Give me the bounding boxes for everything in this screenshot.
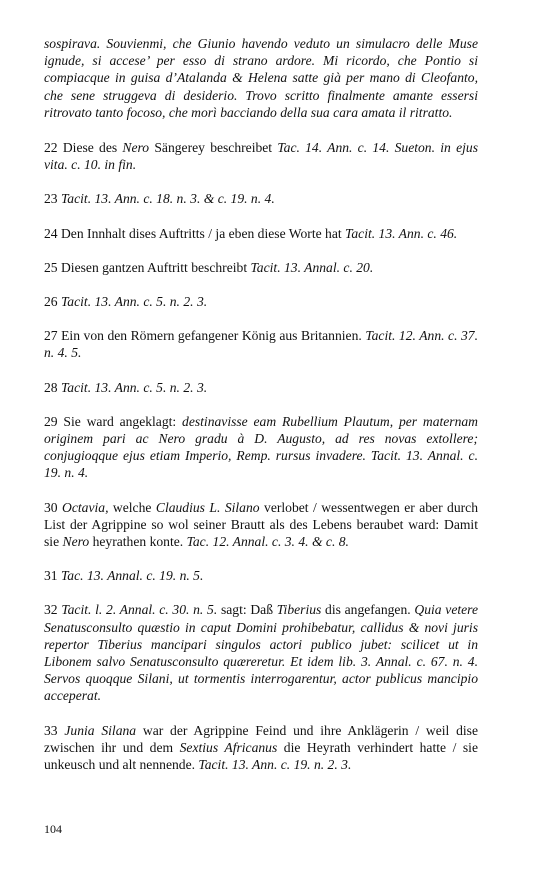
footnote (44, 190, 478, 207)
footnote (44, 499, 478, 551)
text: 26 (44, 294, 61, 310)
italic-text: Tac. 14. Ann. c. 14. Sueton. in ejus vita. c. 10. in fin. (44, 140, 478, 173)
text: 25 Diesen gantzen Auftritt beschreibt (44, 259, 251, 275)
italic-text: Tacit. 13. Ann. c. 5. n. 2. 3. (61, 379, 208, 395)
italic-text: Nero (62, 534, 90, 550)
italic-text: Claudius L. Silano (155, 499, 260, 515)
text: 33 (44, 722, 65, 738)
italic-text: Quia vetere Senatusconsulto quæstio in caput Domini prohibebatur, callidus & novi juris repertor Tiberius mancipari singulos actori publico jubet: scilicet ut in Libonem salvo Senatusconsulto quæreretur. Et idem lib. 3. Annal. c. 67. n. 4. Servos quoqque Silani, ut tormentis interrogarentur, actor publicus mancipio acceperat. (44, 602, 478, 704)
italic-text: Tacit. 13. Ann. c. 5. n. 2. 3. (61, 294, 208, 310)
footnote (44, 601, 478, 704)
italic-text: Sextius Africanus (179, 739, 278, 755)
footnote (44, 139, 478, 173)
text: 24 Den Innhalt dises Auftritts / ja eben diese Worte hat (44, 225, 346, 241)
footnote (44, 327, 478, 361)
text: die Heyrath verhindert hatte / sie unkeusch und alt nennende. (44, 739, 478, 773)
footnote (44, 379, 478, 396)
text: 29 Sie ward angeklagt: (44, 413, 183, 429)
text: Sängerey beschreibet (149, 140, 278, 156)
note-continuation (44, 35, 478, 121)
text: 22 Diese des (44, 140, 123, 156)
text: welche (108, 499, 156, 515)
text: 30 (44, 499, 63, 515)
text: dis angefangen. (321, 602, 415, 618)
italic-text: Tac. 13. Annal. c. 19. n. 5. (61, 568, 204, 584)
footnote (44, 413, 478, 482)
text: 27 Ein von den Römern gefangener König aus Britannien. (44, 328, 366, 344)
footnote (44, 225, 478, 242)
footnote (44, 722, 478, 774)
italic-text: Tacit. 13. Ann. c. 46. (345, 225, 458, 241)
footnote (44, 259, 478, 276)
text: 23 (44, 191, 61, 207)
text: 28 (44, 379, 61, 395)
text: sagt: Daß (217, 602, 277, 618)
italic-text: sospirava. Souvienmi, che Giunio havendo veduto un simulacro delle Muse ignude, si accese’ per esso di strano ardore. Mi ricordo, che Pontio si compiacque in guisa d’Atalanda & Helena satte già per mano di Cleofanto, che sene struggeva di desiderio. Trovo scritto finalmente amante essersi ritrovato tanto focoso, che morì bacciando della sua cara amata il ritratto. (44, 36, 478, 120)
italic-text: Tacit. 13. Annal. c. 20. (250, 259, 374, 275)
italic-text: Tac. 12. Annal. c. 3. 4. & c. 8. (186, 534, 349, 550)
italic-text: Nero (122, 140, 150, 156)
italic-text: Octavia, (62, 499, 109, 515)
italic-text: Tacit. 13. Ann. c. 18. n. 3. & c. 19. n. 4. (61, 191, 275, 207)
italic-text: Junia Silana (64, 722, 137, 738)
footnote (44, 293, 478, 310)
text: verlobet / wessentwegen er aber durch List der Agrippine so wol seiner Brautt als des Lebens beraubet ward: Damit sie (44, 499, 478, 550)
italic-text: Tiberius (276, 602, 322, 618)
italic-text: Tacit. 12. Ann. c. 37. n. 4. 5. (44, 328, 478, 361)
italic-text: destinavisse eam Rubellium Plautum, per maternam originem pari ac Nero gradu à D. Augusto, ad res novas extollere; conjugioqque ejus etiam Imperio, Remp. rursus invadere. Tacit. 13. Annal. c. 19. n. 4. (44, 413, 478, 481)
italic-text: Tacit. 13. Ann. c. 19. n. 2. 3. (198, 757, 352, 773)
footnote (44, 567, 478, 584)
text: 31 (44, 568, 61, 584)
notes-column (44, 35, 478, 790)
italic-text: Tacit. l. 2. Annal. c. 30. n. 5. (61, 602, 218, 618)
text: heyrathen konte. (89, 534, 187, 550)
text: 32 (44, 602, 62, 618)
text: war der Agrippine Feind und ihre Anklägerin / weil dise zwischen ihr und dem (44, 722, 478, 755)
page-number: 104 (44, 822, 62, 836)
